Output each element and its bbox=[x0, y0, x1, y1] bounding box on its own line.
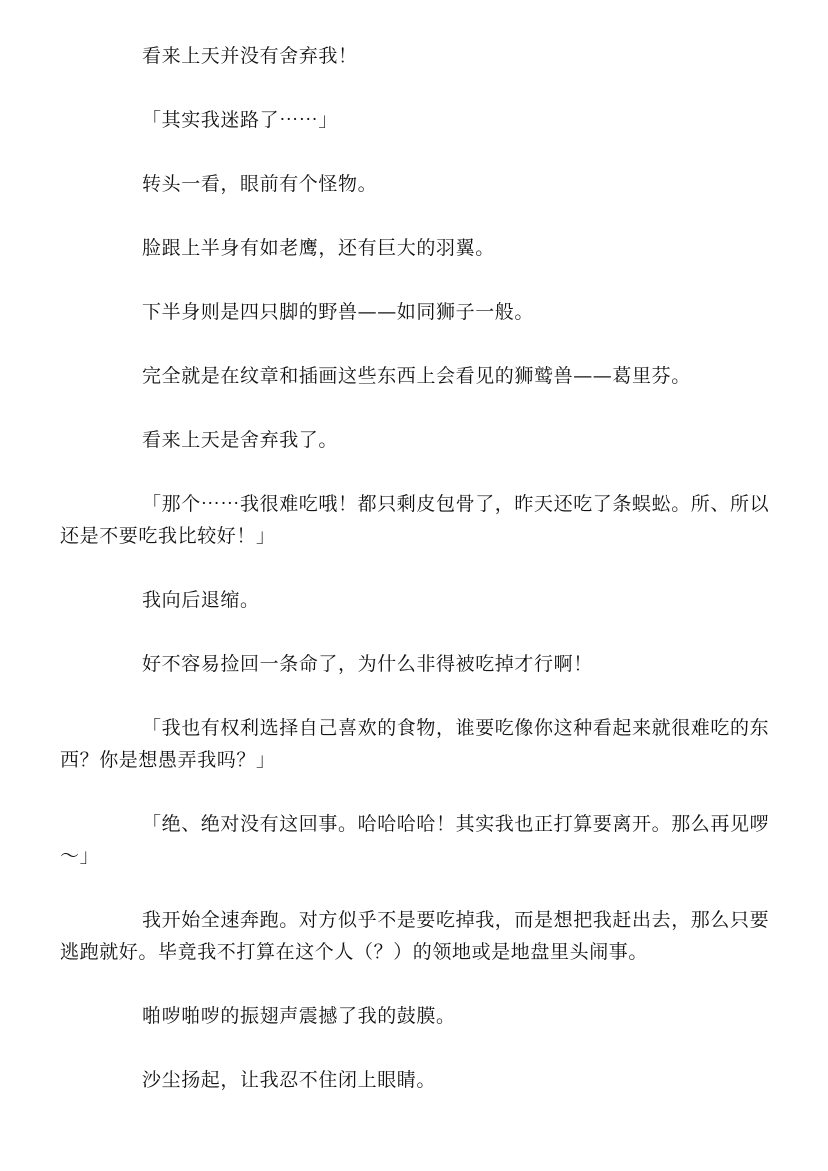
paragraph: 看来上天是舍弃我了。 bbox=[142, 429, 339, 451]
paragraph: 脸跟上半身有如老鹰，还有巨大的羽翼。 bbox=[142, 237, 495, 259]
paragraph: 「其实我迷路了⋯⋯」 bbox=[142, 109, 339, 131]
paragraph: 看来上天并没有舍弃我！ bbox=[142, 45, 358, 67]
paragraph: 我向后退缩。 bbox=[142, 589, 260, 611]
paragraph: 我开始全速奔跑。对方似乎不是要吃掉我，而是想把我赶出去，那么只要逃跑就好。毕竟我不打算在这个人（？）的领地或是地盘里头闹事。 bbox=[60, 909, 770, 963]
paragraph: 「绝、绝对没有这回事。哈哈哈哈！其实我也正打算要离开。那么再见啰～」 bbox=[60, 813, 770, 867]
paragraph: 沙尘扬起，让我忍不住闭上眼睛。 bbox=[142, 1069, 437, 1091]
paragraph: 啪哕啪哕的振翅声震撼了我的鼓膜。 bbox=[142, 1005, 456, 1027]
paragraph: 完全就是在纹章和插画这些东西上会看见的狮鹫兽——葛里芬。 bbox=[142, 365, 691, 387]
paragraph: 好不容易捡回一条命了，为什么非得被吃掉才行啊！ bbox=[142, 653, 593, 675]
paragraph: 「我也有权利选择自己喜欢的食物，谁要吃像你这种看起来就很难吃的东西？你是想愚弄我吗？」 bbox=[60, 717, 770, 771]
paragraph: 「那个⋯⋯我很难吃哦！都只剩皮包骨了，昨天还吃了条蜈蚣。所、所以还是不要吃我比较好！」 bbox=[60, 493, 770, 547]
paragraph: 下半身则是四只脚的野兽——如同狮子一般。 bbox=[142, 301, 535, 323]
paragraph: 转头一看，眼前有个怪物。 bbox=[142, 173, 378, 195]
